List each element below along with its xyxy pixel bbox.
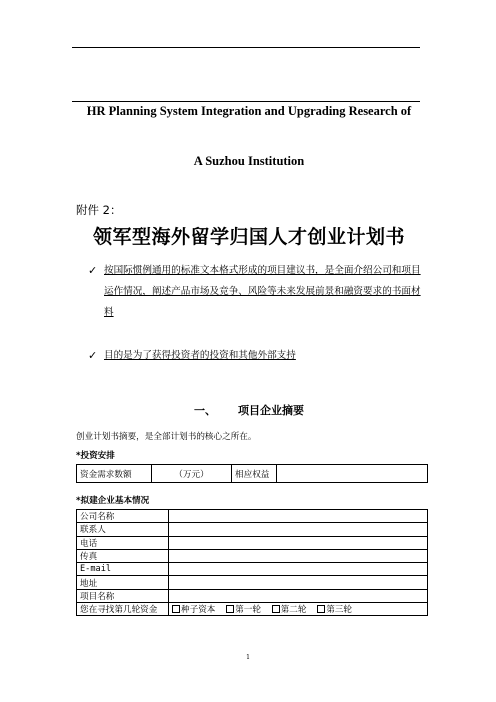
option-seed[interactable]: 种子资本 [172, 603, 215, 615]
table-row [77, 589, 428, 602]
email-value [169, 563, 428, 576]
contact-label: 联系人 [77, 523, 169, 536]
option-round-3[interactable]: 第三轮 [317, 603, 352, 615]
english-title-line2: A Suzhou Institution [193, 154, 305, 168]
table-row [77, 563, 428, 576]
bullet-text-2: 目的是为了获得投资者的投资和其他外部支持 [104, 350, 296, 361]
contact-value [169, 523, 428, 536]
phone-label: 电话 [77, 536, 169, 549]
address-value [169, 576, 428, 589]
header-rule-top [72, 47, 420, 48]
section-description: 创业计划书摘要，是全部计划书的核心之所在。 [76, 432, 257, 442]
project-name-value [169, 589, 428, 602]
equity-value-cell [277, 465, 428, 483]
table-row [77, 603, 428, 616]
english-title-line1: HR Planning System Integration and Upgrading Research of [86, 104, 412, 118]
project-name-label: 项目名称 [77, 589, 169, 602]
funding-unit-cell: （万元） [152, 465, 232, 483]
checkbox-icon [317, 605, 325, 613]
section-heading [72, 402, 426, 418]
table-row [77, 510, 428, 523]
table-row [77, 576, 428, 589]
option-round-1[interactable]: 第一轮 [226, 603, 261, 615]
company-heading: *拟建企业基本情况 [76, 496, 150, 506]
table-row [77, 536, 428, 549]
attachment-label: 附件 2： [76, 203, 122, 217]
funding-round-options [169, 603, 428, 616]
funding-round-label: 您在寻找第几轮资金 [77, 603, 169, 616]
fax-label: 传真 [77, 549, 169, 562]
table-row [77, 549, 428, 562]
investment-table [76, 464, 428, 483]
check-icon: ✓ [88, 349, 98, 362]
table-row [77, 523, 428, 536]
section-number: 一、 [194, 404, 216, 417]
checkbox-icon [172, 605, 180, 613]
header-rule-bottom [72, 101, 420, 102]
company-name-value [169, 510, 428, 523]
section-title: 项目企业摘要 [238, 404, 304, 417]
company-name-label: 公司名称 [77, 510, 169, 523]
funding-amount-label: 资金需求数额 [77, 465, 152, 483]
document-title: 领军型海外留学归国人才创业计划书 [92, 226, 405, 248]
investment-heading: *投资安排 [76, 451, 115, 461]
fax-value [169, 549, 428, 562]
phone-value [169, 536, 428, 549]
equity-label: 相应权益 [232, 465, 277, 483]
page-number: 1 [246, 654, 250, 661]
address-label: 地址 [77, 576, 169, 589]
checkbox-icon [272, 605, 280, 613]
company-info-table [76, 509, 428, 616]
table-row [77, 465, 428, 483]
bullet-text-1: 按国际惯例通用的标准文本格式形成的项目建议书，是全面介绍公司和项目运作情况，阐述产品市场及竞争、风险等未来发展前景和融资要求的书面材料 [104, 265, 421, 318]
option-round-2[interactable]: 第二轮 [272, 603, 307, 615]
checkbox-icon [226, 605, 234, 613]
check-icon: ✓ [88, 264, 98, 277]
email-label: E-mail [77, 563, 169, 576]
